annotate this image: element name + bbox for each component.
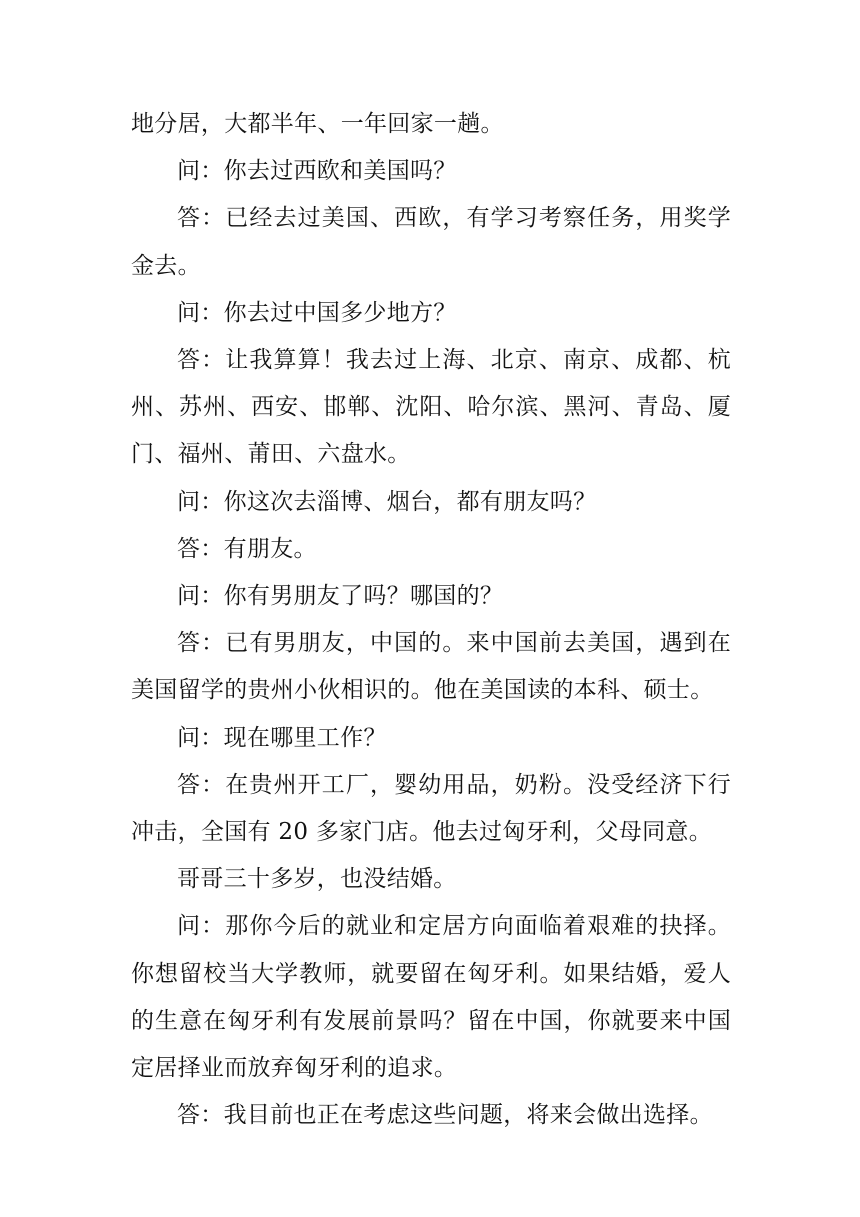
paragraph-question: 问：你去过中国多少地方？ [177, 299, 457, 326]
paragraph-question: 问：那你今后的就业和定居方向面临着艰难的抉择。你想留校当大学教师，就要留在匈牙利。如果结婚，爱人的生意在匈牙利有发展前景吗？留在中国，你就要来中国定居择业而放弃匈牙利的追求。 [131, 913, 731, 1082]
document-body [131, 101, 731, 1139]
paragraph-answer-continued: 哥哥三十多岁，也没结婚。 [177, 866, 457, 893]
paragraph-question: 问：你去过西欧和美国吗？ [177, 158, 457, 185]
paragraph-answer: 答：已有男朋友，中国的。来中国前去美国，遇到在美国留学的贵州小伙相识的。他在美国读的本科、硕士。 [131, 630, 731, 704]
paragraph-answer: 答：我目前也正在考虑这些问题，将来会做出选择。 [177, 1102, 713, 1129]
paragraph-question: 问：现在哪里工作？ [177, 724, 387, 751]
paragraph-question: 问：你有男朋友了吗？哪国的？ [177, 583, 504, 610]
paragraph-continuation: 地分居，大都半年、一年回家一趟。 [131, 111, 504, 137]
paragraph-question: 问：你这次去淄博、烟台，都有朋友吗？ [177, 488, 597, 515]
paragraph-answer: 答：在贵州开工厂，婴幼用品，奶粉。没受经济下行冲击，全国有 20 多家门店。他去过匈牙利，父母同意。 [131, 771, 731, 846]
paragraph-answer: 答：有朋友。 [177, 535, 317, 562]
paragraph-answer: 答：让我算算！我去过上海、北京、南京、成都、杭州、苏州、西安、邯郸、沈阳、哈尔滨、黑河、青岛、厦门、福州、莆田、六盘水。 [131, 347, 731, 468]
paragraph-answer: 答：已经去过美国、西欧，有学习考察任务，用奖学金去。 [131, 205, 731, 279]
